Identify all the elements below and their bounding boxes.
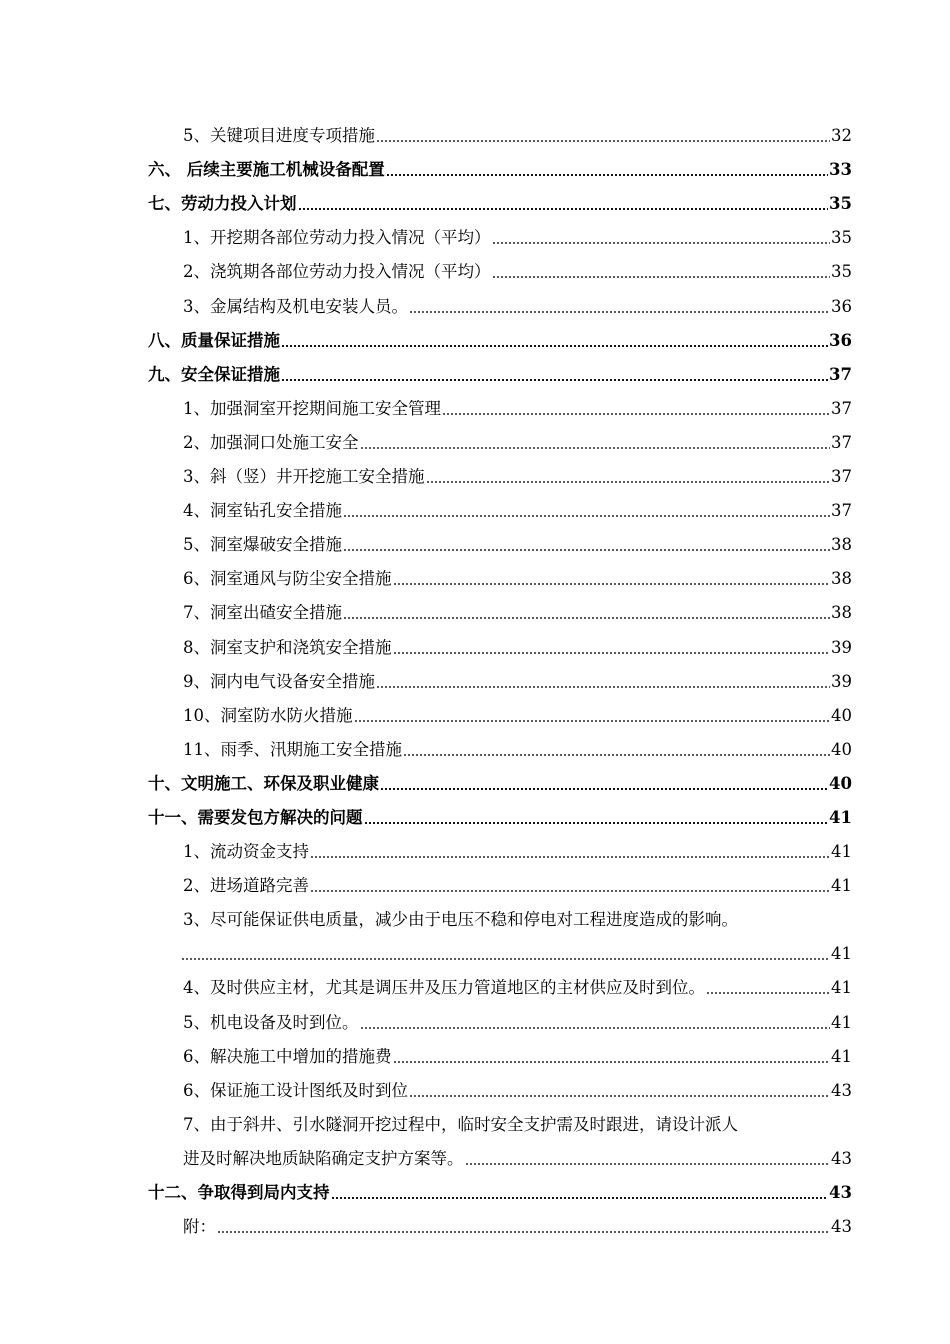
toc-entry-title: 8、洞室支护和浇筑安全措施: [183, 637, 392, 657]
toc-page-number: 37: [831, 398, 852, 418]
toc-page-number: 43: [829, 1183, 852, 1202]
toc-dot-leader: [217, 1230, 830, 1234]
toc-entry-title: 六、 后续主要施工机械设备配置: [148, 160, 385, 180]
toc-page-number: 41: [829, 807, 852, 827]
toc-page-number: 43: [831, 1217, 852, 1237]
toc-dot-leader: [492, 241, 831, 245]
toc-entry[interactable]: [0, 1002, 950, 1036]
toc-entry-title: 4、及时供应主材，尤其是调压井及压力管道地区的主材供应及时到位。: [183, 978, 705, 998]
toc-entry[interactable]: [0, 764, 950, 798]
toc-dot-leader: [376, 685, 830, 689]
toc-dot-leader: [393, 651, 831, 655]
toc-entry[interactable]: [0, 1071, 950, 1105]
toc-entry-title: 10、洞室防水防火措施: [183, 705, 353, 725]
toc-entry[interactable]: [0, 150, 950, 184]
toc-entry-title: 3、金属结构及机电安装人员。: [183, 296, 408, 316]
toc-page-number: 32: [831, 126, 852, 146]
toc-entry[interactable]: [0, 593, 950, 627]
toc-page-number: 39: [831, 637, 852, 657]
toc-entry[interactable]: [0, 662, 950, 696]
toc-entry[interactable]: [0, 355, 950, 389]
toc-entry-title: 3、斜（竖）井开挖施工安全措施: [183, 467, 425, 487]
toc-entry[interactable]: [0, 286, 950, 320]
toc-entry-title: 2、进场道路完善: [183, 876, 309, 896]
toc-page-number: 37: [831, 432, 852, 452]
toc-dot-leader: [181, 957, 830, 961]
toc-entry[interactable]: [0, 968, 950, 1002]
toc-page-number: 41: [831, 1012, 852, 1032]
toc-entry-title: 1、开挖期各部位劳动力投入情况（平均）: [183, 228, 491, 248]
toc-page-number: 35: [829, 194, 852, 214]
toc-page-number: 36: [829, 330, 852, 350]
toc-entry[interactable]: [0, 218, 950, 252]
toc-entry-title: 九、安全保证措施: [148, 364, 280, 384]
toc-entry[interactable]: [0, 627, 950, 661]
toc-page-number: 40: [829, 773, 852, 793]
toc-entry[interactable]: [0, 798, 950, 832]
toc-dot-leader: [360, 1026, 831, 1030]
toc-entry[interactable]: [0, 1173, 950, 1207]
toc-dot-leader: [343, 548, 830, 552]
toc-entry-title: 5、洞室爆破安全措施: [183, 535, 342, 555]
toc-entry[interactable]: [0, 423, 950, 457]
toc-entry[interactable]: [0, 252, 950, 286]
toc-page-number: 39: [831, 671, 852, 691]
toc-page-number: 37: [829, 364, 852, 384]
toc-entry-title: 七、劳动力投入计划: [148, 194, 297, 214]
toc-dot-leader: [364, 821, 829, 825]
toc-page-number: 38: [831, 535, 852, 555]
toc-dot-leader: [442, 412, 830, 416]
toc-dot-leader: [386, 173, 828, 177]
toc-entry-title: 6、保证施工设计图纸及时到位: [183, 1080, 408, 1100]
toc-entry[interactable]: [0, 525, 950, 559]
toc-page-number: 41: [831, 978, 852, 998]
toc-dot-leader: [360, 446, 831, 450]
toc-entry-title: 4、洞室钻孔安全措施: [183, 501, 342, 521]
toc-dot-leader: [281, 344, 828, 348]
toc-page-number: 43: [831, 1080, 852, 1100]
toc-entry-title: 9、洞内电气设备安全措施: [183, 671, 375, 691]
toc-page-number: 37: [831, 501, 852, 521]
toc-entry[interactable]: [0, 116, 950, 150]
toc-dot-leader: [298, 207, 829, 211]
toc-dot-leader: [393, 582, 831, 586]
toc-dot-leader: [403, 753, 830, 757]
toc-entry[interactable]: [0, 389, 950, 423]
toc-entry[interactable]: [0, 696, 950, 730]
toc-entry-title: 附：: [183, 1217, 216, 1237]
toc-entry-title: 十二、争取得到局内支持: [148, 1183, 330, 1202]
toc-page-number: 41: [831, 842, 852, 862]
toc-dot-leader: [426, 480, 831, 484]
toc-dot-leader: [409, 310, 830, 314]
toc-page-number: 40: [831, 705, 852, 725]
toc-entry-continuation[interactable]: [0, 1139, 950, 1173]
toc-entry[interactable]: [0, 321, 950, 355]
toc-dot-leader: [409, 1094, 830, 1098]
toc-entry-title: 2、加强洞口处施工安全: [183, 432, 359, 452]
toc-entry[interactable]: [0, 1105, 950, 1139]
toc-entry[interactable]: [0, 866, 950, 900]
toc-entry[interactable]: [0, 900, 950, 934]
toc-entry[interactable]: [0, 559, 950, 593]
toc-entry-title: 1、加强洞室开挖期间施工安全管理: [183, 398, 441, 418]
toc-page-number: 41: [831, 1046, 852, 1066]
toc-entry-title: 6、洞室通风与防尘安全措施: [183, 569, 392, 589]
toc-dot-leader: [310, 855, 830, 859]
toc-page-number: 43: [831, 1148, 852, 1168]
toc-entry-title: 11、雨季、汛期施工安全措施: [183, 739, 402, 759]
toc-entry[interactable]: [0, 1037, 950, 1071]
toc-dot-leader: [310, 889, 830, 893]
toc-page-number: 35: [831, 262, 852, 282]
toc-page-number: 38: [831, 603, 852, 623]
toc-entry-title: 3、尽可能保证供电质量，减少由于电压不稳和停电对工程进度造成的影响。: [183, 910, 738, 930]
toc-dot-leader: [492, 275, 831, 279]
toc-entry[interactable]: [0, 184, 950, 218]
toc-page-number: 40: [831, 739, 852, 759]
toc-entry-title-continued: 进及时解决地质缺陷确定支护方案等。: [183, 1148, 464, 1168]
table-of-contents: [0, 116, 950, 1241]
toc-entry-title: 十一、需要发包方解决的问题: [148, 807, 363, 827]
toc-entry[interactable]: [0, 457, 950, 491]
toc-dot-leader: [465, 1162, 831, 1166]
toc-page-number: 33: [829, 160, 852, 180]
toc-dot-leader: [376, 139, 830, 143]
toc-dot-leader: [354, 719, 831, 723]
toc-entry-title: 5、关键项目进度专项措施: [183, 126, 375, 146]
toc-entry[interactable]: [0, 832, 950, 866]
toc-entry-title: 7、由于斜井、引水隧洞开挖过程中，临时安全支护需及时跟进，请设计派人: [183, 1114, 738, 1134]
toc-page-number: 41: [831, 944, 852, 964]
toc-page-number: 36: [831, 296, 852, 316]
toc-page-number: 38: [831, 569, 852, 589]
toc-entry-title: 1、流动资金支持: [183, 842, 309, 862]
toc-dot-leader: [343, 514, 830, 518]
toc-entry-title: 5、机电设备及时到位。: [183, 1012, 359, 1032]
toc-dot-leader: [343, 616, 830, 620]
toc-entry[interactable]: [0, 730, 950, 764]
toc-entry-title: 2、浇筑期各部位劳动力投入情况（平均）: [183, 262, 491, 282]
toc-page-number: 41: [831, 876, 852, 896]
toc-entry-title: 八、质量保证措施: [148, 330, 280, 350]
toc-entry-continuation[interactable]: [0, 934, 950, 968]
toc-dot-leader: [281, 378, 828, 382]
toc-entry[interactable]: [0, 491, 950, 525]
toc-dot-leader: [393, 1060, 831, 1064]
toc-page-number: 37: [831, 467, 852, 487]
toc-dot-leader: [380, 787, 828, 791]
toc-entry-title: 6、解决施工中增加的措施费: [183, 1046, 392, 1066]
toc-entry-title: 十、文明施工、环保及职业健康: [148, 773, 379, 793]
toc-page-number: 35: [831, 228, 852, 248]
toc-entry-title: 7、洞室出碴安全措施: [183, 603, 342, 623]
toc-entry[interactable]: [0, 1207, 950, 1241]
toc-dot-leader: [706, 991, 830, 995]
toc-dot-leader: [331, 1196, 829, 1200]
